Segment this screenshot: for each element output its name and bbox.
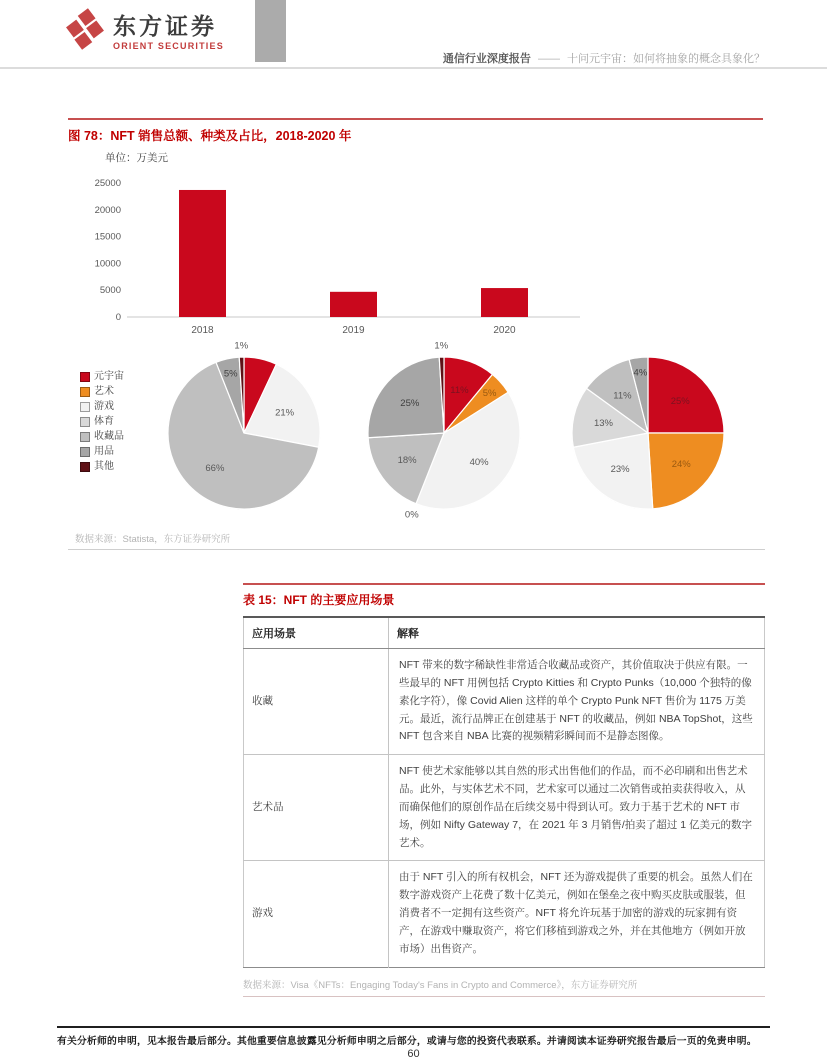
legend-label: 游戏 xyxy=(94,401,114,412)
orient-securities-logo-text xyxy=(113,13,224,51)
y-tick-label: 0 xyxy=(115,312,121,323)
cell-scene: 收藏 xyxy=(244,649,389,755)
legend-swatch xyxy=(80,462,90,472)
legend-item-用品 xyxy=(80,446,124,457)
pie-slice-label: 23% xyxy=(610,464,630,475)
x-tick-label: 2018 xyxy=(191,325,214,336)
figure-source: 数据来源：Statista，东方证券研究所 xyxy=(75,534,231,545)
table-title: 表 15：NFT 的主要应用场景 xyxy=(243,593,395,607)
header-divider xyxy=(0,67,827,69)
figure-unit-label: 单位：万美元 xyxy=(105,152,168,164)
figure-bottom-divider xyxy=(68,549,765,550)
legend-swatch xyxy=(80,402,90,412)
legend-swatch xyxy=(80,387,90,397)
page-number: 60 xyxy=(407,1048,420,1060)
pie-chart-2020 xyxy=(553,338,743,528)
table-top-rule xyxy=(243,583,765,585)
pie-slice-label: 40% xyxy=(469,457,489,469)
logo-chinese-name: 东方证券 xyxy=(113,13,217,39)
figure-title: 图 78：NFT 销售总额、种类及占比，2018-2020 年 xyxy=(68,129,352,143)
header-gray-block xyxy=(255,0,286,62)
y-tick-label: 10000 xyxy=(95,258,121,270)
legend-item-其他 xyxy=(80,461,124,472)
legend-swatch xyxy=(80,417,90,427)
footer-disclaimer: 有关分析师的申明，见本报告最后部分。其他重要信息披露见分析师申明之后部分，或请与您的投资代表联系。并请阅读本证券研究报告最后一页的免责申明。 xyxy=(57,1036,757,1047)
table-row xyxy=(244,755,765,861)
column-header-scene: 应用场景 xyxy=(244,617,389,649)
bar-chart xyxy=(95,168,595,346)
pie-slice-label: 24% xyxy=(671,459,691,471)
table-bottom-divider xyxy=(243,996,765,997)
report-title: 十问元宇宙：如何将抽象的概念具象化？ xyxy=(567,53,765,65)
pie-chart-2018 xyxy=(149,338,339,528)
legend-item-游戏 xyxy=(80,401,124,412)
legend-item-元宇宙 xyxy=(80,371,124,382)
legend-label: 收藏品 xyxy=(94,431,124,442)
nft-use-case-table xyxy=(243,616,765,968)
pie-slice-label: 11% xyxy=(613,390,632,402)
legend-label: 艺术 xyxy=(94,386,114,397)
footer-rule xyxy=(57,1026,770,1028)
cell-explain: 由于 NFT 引入的所有权机会，NFT 还为游戏提供了重要的机会。虽然人们在数字游戏资产上花费了数十亿美元，例如在堡垒之夜中购买皮肤或服装，但消费者不一定拥有这些资产。NFT 将允许玩基于加密的游戏的玩家拥有资产，在游戏中赚取资产，将它们移植到游戏之外，并在其他地方（例如开放市场）出售资产。 xyxy=(389,861,765,967)
cell-scene: 游戏 xyxy=(244,861,389,967)
pie-slice-label: 18% xyxy=(397,454,417,466)
pie-slice-label: 5% xyxy=(223,368,238,380)
column-header-explain: 解释 xyxy=(389,617,765,649)
pie-slice-艺术 xyxy=(648,433,724,509)
header-dash: —— xyxy=(537,53,560,65)
bar-2020 xyxy=(481,288,528,317)
table-header-row xyxy=(244,617,765,649)
header-report-info xyxy=(443,50,765,66)
logo-english-name: ORIENT SECURITIES xyxy=(113,41,224,51)
cell-explain: NFT 使艺术家能够以其自然的形式出售他们的作品，而不必印刷和出售艺术品。此外，与实体艺术不同，艺术家可以通过二次销售或拍卖获得收入，从而确保他们的原创作品在后续交易中得到认可。致力于基于艺术的 NFT 市场，例如 Nifty Gateway 7，在 2021 年 3 月销售/拍卖了超过 1 亿美元的数字艺术。 xyxy=(389,755,765,861)
legend-label: 用品 xyxy=(94,446,114,457)
y-tick-label: 20000 xyxy=(95,204,121,216)
legend-item-收藏品 xyxy=(80,431,124,442)
table-row xyxy=(244,861,765,967)
bar-2019 xyxy=(330,292,377,317)
pie-slice-label: 25% xyxy=(670,395,690,407)
pie-slice-label: 66% xyxy=(205,463,225,475)
y-tick-label: 15000 xyxy=(95,231,121,243)
legend-swatch xyxy=(80,432,90,442)
x-tick-label: 2019 xyxy=(342,325,365,336)
pie-slice-label: 4% xyxy=(633,367,648,379)
pie-slice-label: 5% xyxy=(482,387,497,399)
orient-securities-logo-icon xyxy=(63,7,107,60)
pie-slice-label: 25% xyxy=(400,397,420,409)
table-block xyxy=(243,583,765,997)
pie-slice-label: 1% xyxy=(434,340,449,352)
legend-label: 其他 xyxy=(94,461,114,472)
pie-slice-label: 0% xyxy=(404,509,419,521)
legend-item-艺术 xyxy=(80,386,124,397)
table-row xyxy=(244,649,765,755)
y-tick-label: 25000 xyxy=(95,178,121,189)
figure-top-rule xyxy=(68,118,763,120)
pie-chart-2019 xyxy=(349,338,539,528)
legend-swatch xyxy=(80,372,90,382)
pie-legend xyxy=(80,371,124,476)
cell-explain: NFT 带来的数字稀缺性非常适合收藏品或资产，其价值取决于供应有限。一些最早的 NFT 用例包括 Crypto Kitties 和 Crypto Punks（10,000 个独特的像素化字符），像 Covid Alien 这样的单个 Crypto Punk NFT 售价为 1175 万美元。最近，流行品牌正在创建基于 NFT 的收藏品，例如 NBA TopShot，这些 NFT 包含来自 NBA 比赛的视频精彩瞬间而不是静态图像。 xyxy=(389,649,765,755)
cell-scene: 艺术品 xyxy=(244,755,389,861)
legend-label: 体育 xyxy=(94,416,114,427)
x-tick-label: 2020 xyxy=(493,325,516,336)
report-type: 通信行业深度报告 xyxy=(442,53,531,65)
legend-swatch xyxy=(80,447,90,457)
pie-slice-label: 21% xyxy=(275,407,295,419)
table-source: 数据来源：Visa《NFTs：Engaging Today's Fans in Crypto and Commerce》，东方证券研究所 xyxy=(243,979,638,991)
pie-slice-label: 11% xyxy=(450,385,469,397)
y-tick-label: 5000 xyxy=(99,285,121,297)
pie-slice-label: 13% xyxy=(593,418,614,430)
pie-slice-label: 1% xyxy=(234,340,249,352)
legend-label: 元宇宙 xyxy=(94,371,124,382)
bar-2018 xyxy=(179,190,226,317)
legend-item-体育 xyxy=(80,416,124,427)
